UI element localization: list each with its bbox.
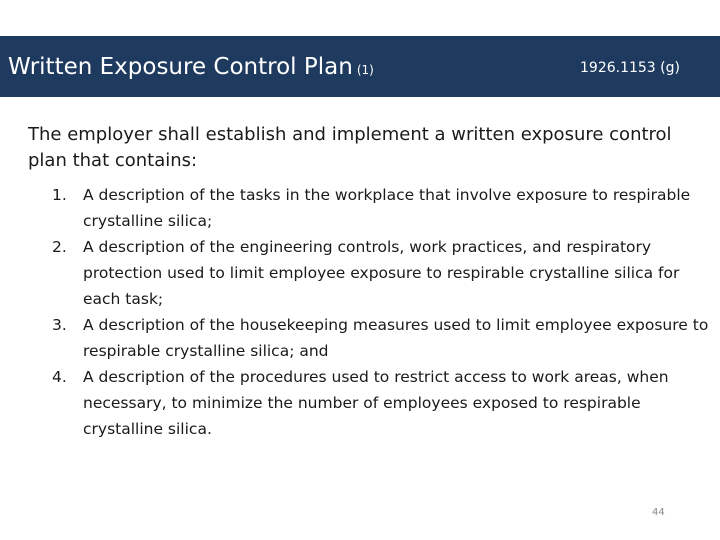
list-item-number: 1. <box>52 186 67 204</box>
intro-text: The employer shall establish and implement a written exposure control plan that contains: <box>28 124 672 171</box>
list-item-text: A description of the tasks in the workplace that involve exposure to respirable crystalline silica; <box>83 186 691 230</box>
page-number: 44 <box>652 507 665 518</box>
slide-title <box>8 52 374 85</box>
list-item <box>52 234 710 312</box>
list-item-text: A description of the housekeeping measures used to limit employee exposure to respirable crystalline silica; and <box>83 316 709 360</box>
list-item <box>52 312 710 364</box>
list-item-number: 3. <box>52 316 67 334</box>
slide-title-text: Written Exposure Control Plan <box>8 54 353 80</box>
list-item-number: 2. <box>52 238 67 256</box>
regulation-citation: 1926.1153 (g) <box>580 60 680 76</box>
list-item <box>52 364 710 442</box>
list-item-text: A description of the procedures used to restrict access to work areas, when necessary, to minimize the number of employees exposed to respirable crystalline silica. <box>83 368 669 438</box>
title-bar <box>0 36 720 97</box>
list-item <box>52 182 710 234</box>
list-item-text: A description of the engineering controls, work practices, and respiratory protection used to limit employee exposure to respirable crystalline silica for each task; <box>83 238 680 308</box>
slide-title-suffix: (1) <box>356 63 374 77</box>
requirements-list <box>52 182 710 442</box>
list-item-number: 4. <box>52 368 67 386</box>
